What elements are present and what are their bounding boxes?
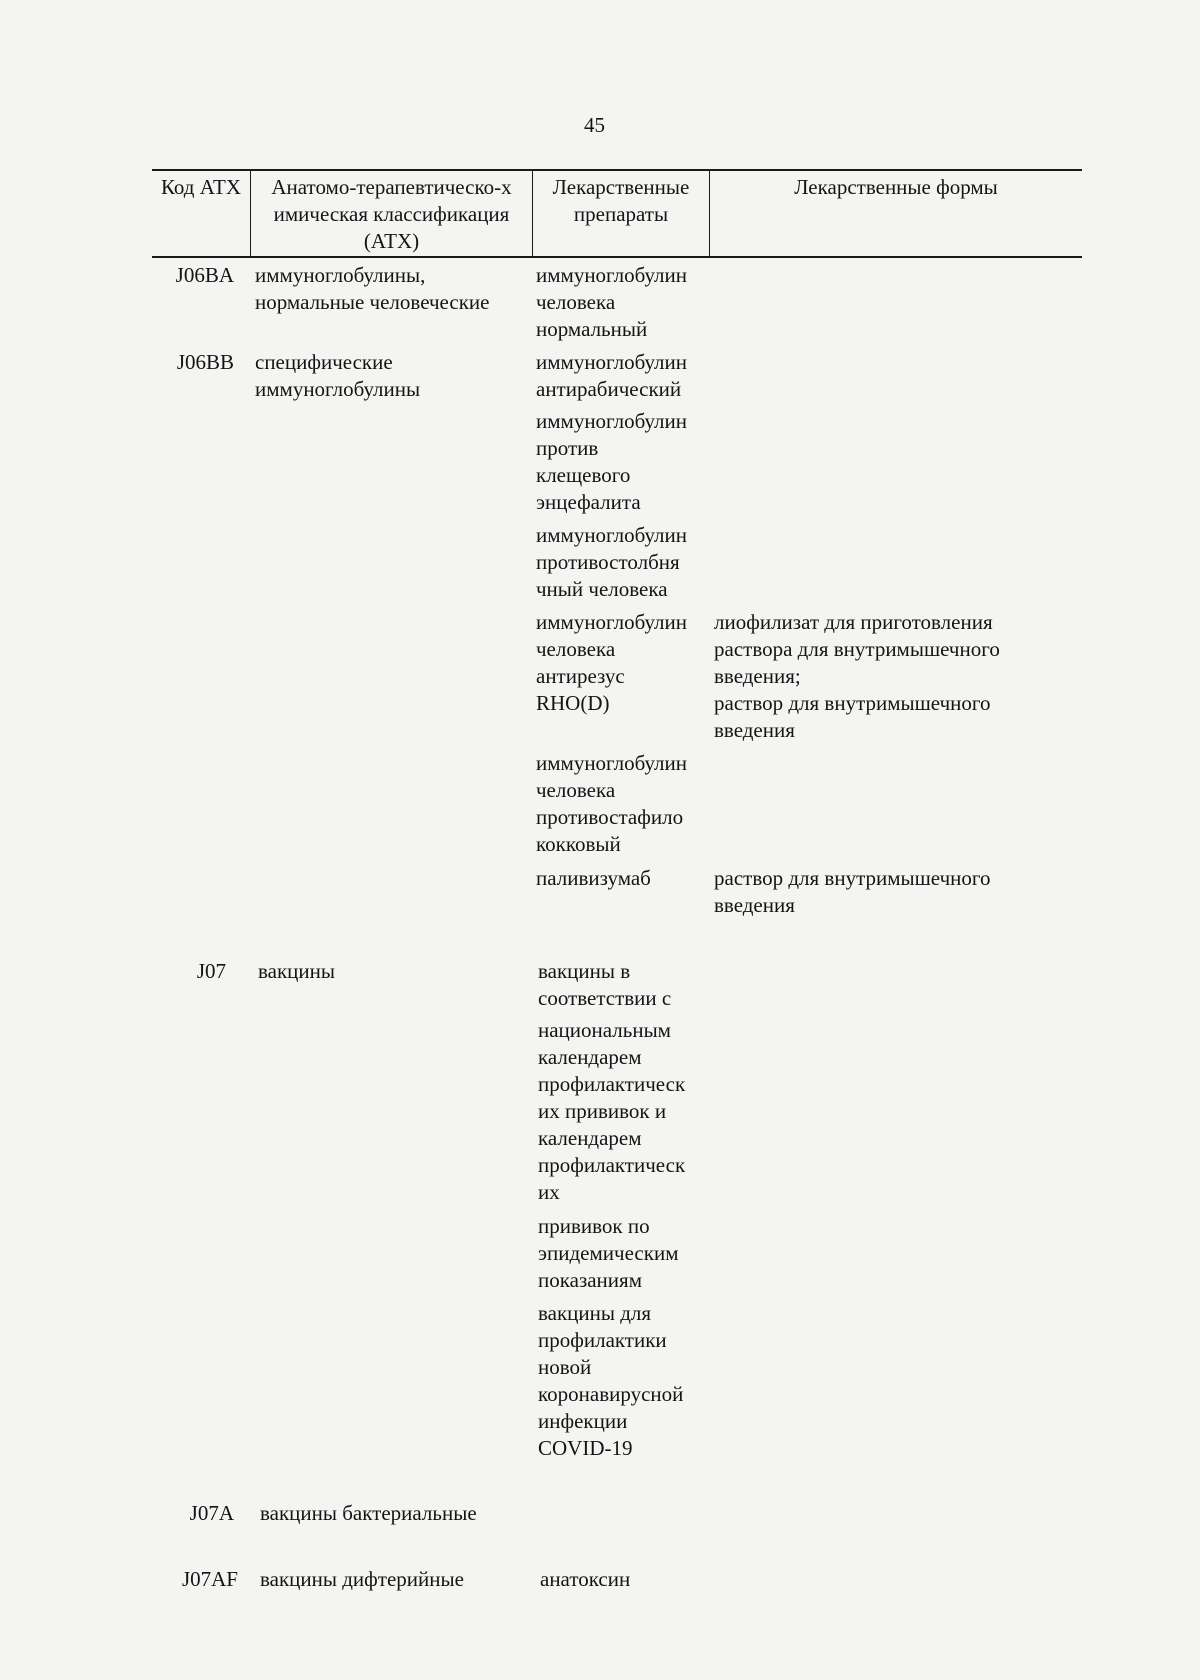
atx-code: J06BB	[176, 350, 234, 374]
drug-name: иммуноглобулин человека нормальный	[536, 263, 687, 341]
drug-name: анатоксин	[540, 1567, 631, 1591]
drug-name: иммуноглобулин человека противостафило кокковый	[536, 751, 687, 856]
atx-code: J07AF	[181, 1567, 238, 1591]
classification-name: иммуноглобулины, нормальные человеческие	[255, 263, 490, 314]
classification-name: вакцины	[258, 959, 335, 983]
classification-name: вакцины дифтерийные	[260, 1567, 464, 1591]
atx-code: J06BA	[175, 263, 234, 287]
table-header-rule	[152, 256, 1082, 258]
drug-name: иммуноглобулин противостолбня чный человека	[536, 523, 687, 601]
header-code: Код АТХ	[160, 175, 242, 199]
drug-name: вакцины в соответствии с	[538, 959, 672, 1010]
page-number: 45	[584, 113, 605, 137]
drug-name: вакцины для профилактики новой коронавирусной инфекции COVID-19	[538, 1301, 684, 1460]
atx-code: J07	[196, 959, 226, 983]
dosage-form: лиофилизат для приготовления раствора для внутримышечного введения; раствор для внутримышечного введения	[714, 610, 1000, 742]
drug-name: иммуноглобулин против клещевого энцефалита	[536, 409, 687, 514]
header-classification: Анатомо-терапевтическо-х имическая классификация (АТХ)	[271, 175, 512, 253]
drug-name: иммуноглобулин антирабический	[536, 350, 687, 401]
drug-name: иммуноглобулин человека антирезус RHO(D)	[536, 610, 687, 715]
drug-name: паливизумаб	[536, 866, 651, 890]
header-forms: Лекарственные формы	[794, 175, 998, 199]
dosage-form: раствор для внутримышечного введения	[714, 866, 991, 917]
drug-name: национальным календарем профилактическ их прививок и календарем профилактическ их	[538, 1018, 686, 1204]
atx-code: J07A	[189, 1501, 234, 1525]
drug-name: прививок по эпидемическим показаниям	[538, 1214, 679, 1292]
classification-name: специфические иммуноглобулины	[255, 350, 421, 401]
header-drugs: Лекарственные препараты	[552, 175, 690, 226]
classification-name: вакцины бактериальные	[260, 1501, 477, 1525]
table-top-rule	[152, 169, 1082, 171]
